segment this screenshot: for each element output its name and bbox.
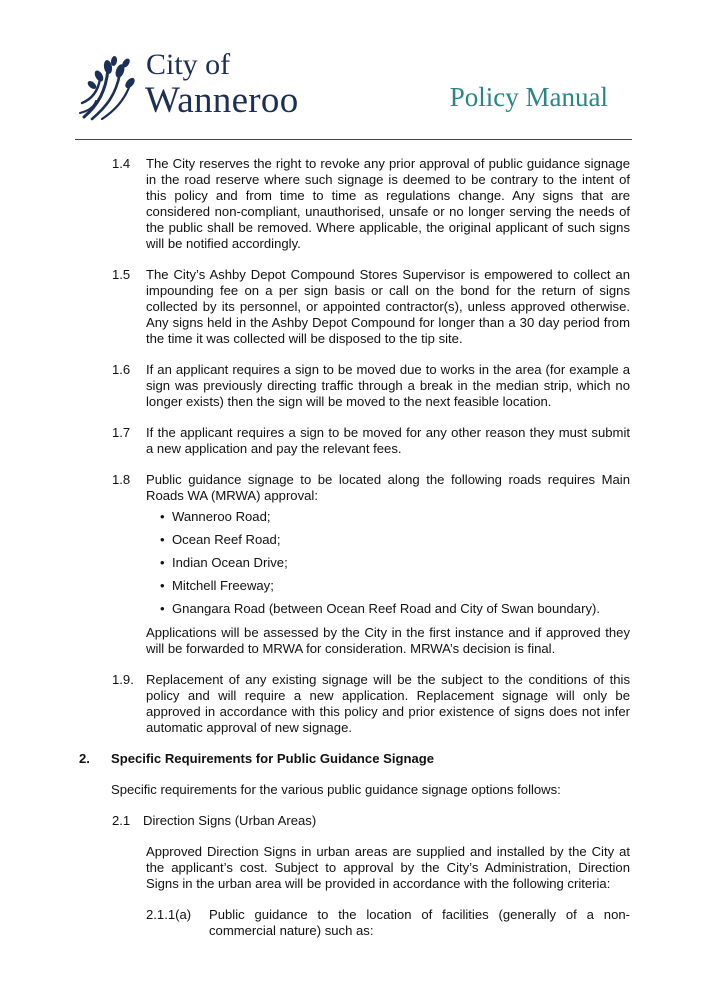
list-item: • Mitchell Freeway; xyxy=(160,578,706,594)
subsection-number: 2.1 xyxy=(112,813,131,828)
page-header xyxy=(0,0,706,140)
section-title: Specific Requirements for Public Guidance Signage xyxy=(111,751,435,766)
criteria-text: Public guidance to the location of facilities (generally of a non-commercial nature) such as: xyxy=(209,907,630,938)
list-item: • Gnangara Road (between Ocean Reef Road and City of Swan boundary). xyxy=(160,601,706,617)
clause-text: The City reserves the right to revoke any prior approval of public guidance signage in the road reserve where such signage is deemed to be contrary to the intent of this policy and from time to time as regulations change. Any signs that are considered non-compliant, unauthorised, unsafe or no longer serving the needs of the public shall be removed. Where applicable, the original applicant of such signs will be notified accordingly. xyxy=(146,156,630,251)
list-item: • Indian Ocean Drive; xyxy=(160,555,706,571)
section-2-intro: Specific requirements for the various public guidance signage options follows: xyxy=(111,782,561,797)
clause-1-4 xyxy=(0,156,706,252)
clause-text: Public guidance signage to be located along the following roads requires Main Roads WA (MRWA) approval: xyxy=(146,472,630,503)
clause-text: If an applicant requires a sign to be moved due to works in the area (for example a sign was previously directing traffic through a break in the median strip, which no longer exists) then the sign will be moved to the next feasible location. xyxy=(146,362,630,409)
clause-1-9 xyxy=(0,672,706,736)
header-divider xyxy=(75,139,632,140)
clause-1-8-followup: Applications will be assessed by the City in the first instance and if approved they will be forwarded to MRWA for consideration. MRWA’s decision is final. xyxy=(146,625,630,656)
logo-text-wanneroo: Wanneroo xyxy=(145,80,299,121)
clause-1-6 xyxy=(0,362,706,410)
clause-text: Replacement of any existing signage will be the subject to the conditions of this policy and will require a new application. Replacement signage will only be approved in accordance with this policy and prior existence of signs does not infer automatic approval of new signage. xyxy=(146,672,630,735)
section-2-heading xyxy=(0,751,706,767)
clause-number: 1.6 xyxy=(112,362,131,377)
kangaroo-paw-logo-icon xyxy=(78,55,140,121)
subsection-2-1 xyxy=(0,813,706,829)
clause-1-8 xyxy=(0,472,706,504)
clause-text: The City’s Ashby Depot Compound Stores Supervisor is empowered to collect an impounding fee on a per sign basis or call on the bond for the return of signs collected by its personnel, or appointed contractor(s), unless approved otherwise. Any signs held in the Ashby Depot Compound for longer than a 30 day period from the time it was collected will be disposed to the tip site. xyxy=(146,267,630,346)
document-body xyxy=(0,156,706,939)
clause-number: 1.9. xyxy=(112,672,134,687)
list-item: • Wanneroo Road; xyxy=(160,509,706,525)
clause-1-5 xyxy=(0,267,706,347)
clause-number: 1.4 xyxy=(112,156,131,171)
clause-number: 1.5 xyxy=(112,267,131,282)
roads-list xyxy=(0,509,706,617)
clause-number: 1.7 xyxy=(112,425,131,440)
criteria-number: 2.1.1(a) xyxy=(146,907,192,922)
subsection-2-1-text: Approved Direction Signs in urban areas are supplied and installed by the City at the applicant’s cost. Subject to approval by the City’s Administration, Direction Signs in the urban area will be provided in accordance with the following criteria: xyxy=(146,844,630,891)
section-number: 2. xyxy=(79,751,90,766)
clause-text: If the applicant requires a sign to be moved for any other reason they must submit a new application and pay the relevant fees. xyxy=(146,425,630,456)
page-title: Policy Manual xyxy=(449,82,608,112)
logo-text-city-of: City of xyxy=(146,48,231,81)
clause-1-7 xyxy=(0,425,706,457)
subsection-title: Direction Signs (Urban Areas) xyxy=(143,813,317,828)
list-item: • Ocean Reef Road; xyxy=(160,532,706,548)
criteria-2-1-1-a xyxy=(0,907,706,939)
clause-number: 1.8 xyxy=(112,472,131,487)
